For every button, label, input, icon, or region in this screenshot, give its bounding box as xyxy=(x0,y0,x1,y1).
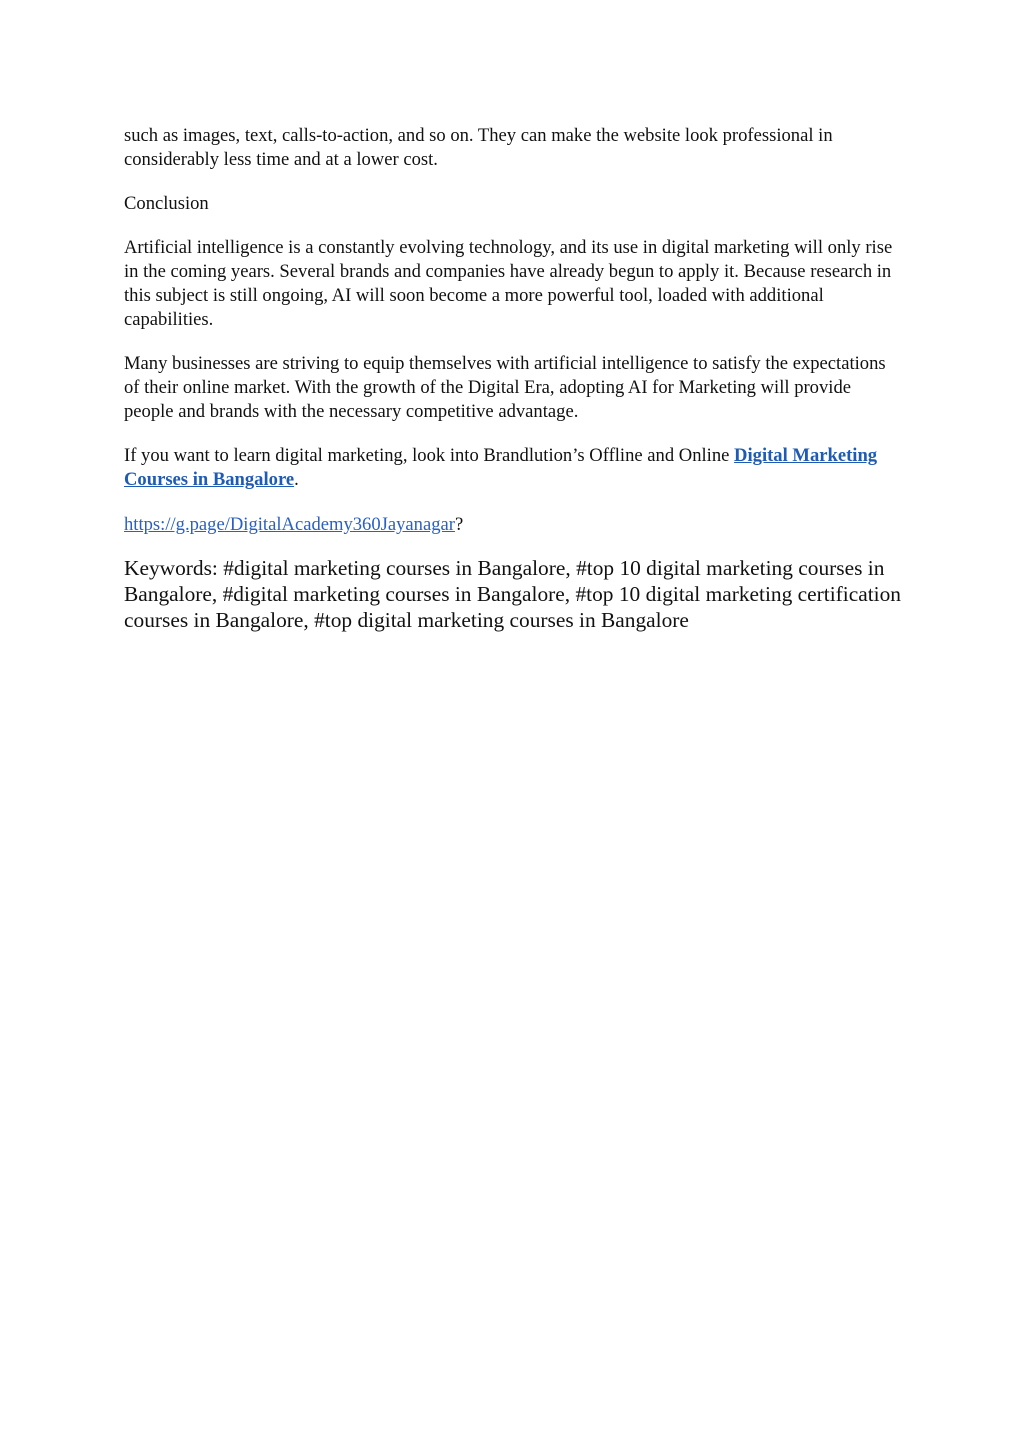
keywords-paragraph: Keywords: #digital marketing courses in Bangalore, #top 10 digital marketing courses in Bangalore, #digital marketing courses in Bangalore, #top 10 digital marketing certification courses in Bangalore, #top digital marketing courses in Bangalore xyxy=(124,556,901,632)
conclusion-paragraph-2: Many businesses are striving to equip themselves with artificial intelligence to satisfy the expectations of their online market. With the growth of the Digital Era, adopting AI for Marketing will provide people and brands with the necessary competitive advantage. xyxy=(124,353,886,422)
g-page-link[interactable]: https://g.page/DigitalAcademy360Jayanagar xyxy=(124,514,455,535)
url-suffix: ? xyxy=(454,514,464,535)
document-body xyxy=(124,124,904,633)
cta-paragraph xyxy=(124,444,904,492)
intro-continuation-paragraph: such as images, text, calls-to-action, and so on. They can make the website look professional in considerably less time and at a lower cost. xyxy=(124,125,833,170)
url-paragraph xyxy=(124,513,904,537)
cta-period: . xyxy=(294,469,299,490)
conclusion-paragraph-1: Artificial intelligence is a constantly evolving technology, and its use in digital marketing will only rise in the coming years. Several brands and companies have already begun to apply it. Because research in this subject is still ongoing, AI will soon become a more powerful tool, loaded with additional capabilities. xyxy=(124,237,893,330)
cta-text: If you want to learn digital marketing, look into Brandlution’s Offline and Online xyxy=(124,445,735,466)
digital-marketing-courses-link[interactable]: Digital Marketing Courses in Bangalore xyxy=(124,445,878,490)
conclusion-heading: Conclusion xyxy=(124,193,209,214)
